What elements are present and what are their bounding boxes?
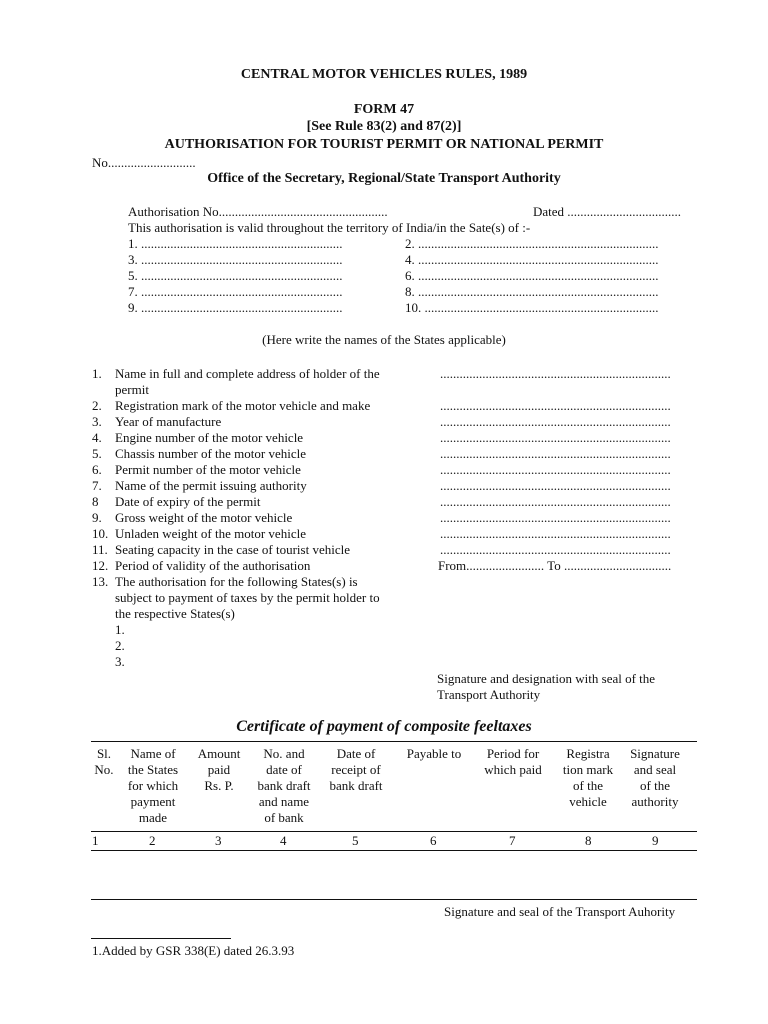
column-header — [88, 746, 120, 778]
header-line: authority — [631, 794, 679, 809]
item-number: 1. — [92, 366, 102, 381]
item-label: permit — [115, 382, 149, 397]
item-label: Year of manufacture — [115, 414, 222, 429]
states-note: (Here write the names of the States applicable) — [262, 332, 506, 347]
header-line: Sl. — [96, 746, 112, 761]
item-fill-line: ....................................................................... — [440, 494, 671, 509]
item-sub-number: 3. — [115, 654, 125, 669]
item-number: 5. — [92, 446, 102, 461]
header-line: No. — [94, 762, 114, 777]
item-label: Name in full and complete address of holder of the — [115, 366, 380, 381]
column-number: 3 — [215, 833, 222, 848]
item-number: 4. — [92, 430, 102, 445]
item-number: 9. — [92, 510, 102, 525]
item-label: the respective States(s) — [115, 606, 235, 621]
item-label: Permit number of the motor vehicle — [115, 462, 301, 477]
item-label: Unladen weight of the motor vehicle — [115, 526, 306, 541]
certificate-title: Certificate of payment of composite feeltaxes — [236, 718, 532, 735]
item-number: 6. — [92, 462, 102, 477]
item-fill-line: ....................................................................... — [440, 526, 671, 541]
item-number: 3. — [92, 414, 102, 429]
column-number: 8 — [585, 833, 592, 848]
header-line: Period for — [486, 746, 540, 761]
form-title: AUTHORISATION FOR TOURIST PERMIT OR NATIONAL PERMIT — [164, 137, 604, 152]
item-number: 10. — [92, 526, 109, 541]
state-line: 8. .......................................................................... — [405, 284, 659, 299]
footnote-rule — [91, 938, 231, 939]
state-line: 10. ........................................................................ — [405, 300, 659, 315]
signature-designation-line: Transport Authority — [437, 687, 541, 702]
table-bottom-rule — [91, 850, 697, 851]
office-title: Office of the Secretary, Regional/State Transport Authority — [207, 171, 561, 186]
header-line: Amount — [197, 746, 241, 761]
column-number: 6 — [430, 833, 437, 848]
item-label: Chassis number of the motor vehicle — [115, 446, 306, 461]
table-header-rule — [91, 831, 697, 832]
validity-text: This authorisation is valid throughout the territory of India/in the Sate(s) of :- — [128, 220, 531, 235]
period-fill-line: From........................ To ................................. — [438, 558, 672, 573]
state-line: 6. .......................................................................... — [405, 268, 659, 283]
state-line: 5. .............................................................. — [128, 268, 343, 283]
header-line: vehicle — [569, 794, 607, 809]
number-line: No........................... — [92, 155, 196, 170]
header-line: Payable to — [406, 746, 462, 761]
form-number: FORM 47 — [353, 102, 415, 117]
state-line: 2. .......................................................................... — [405, 236, 659, 251]
table-top-rule — [91, 741, 697, 742]
authorisation-number: Authorisation No.................................................... — [128, 204, 388, 219]
header-line: Name of — [130, 746, 176, 761]
footnote: 1.Added by GSR 338(E) dated 26.3.93 — [92, 943, 295, 958]
column-number: 9 — [652, 833, 659, 848]
item-label: The authorisation for the following States(s) is — [115, 574, 358, 589]
rules-title: CENTRAL MOTOR VEHICLES RULES, 1989 — [240, 67, 528, 82]
item-label: Name of the permit issuing authority — [115, 478, 307, 493]
header-line: of the — [573, 778, 603, 793]
item-number: 7. — [92, 478, 102, 493]
dated-field: Dated ................................... — [533, 204, 682, 219]
state-line: 7. .............................................................. — [128, 284, 343, 299]
transport-authority-signature: Signature and seal of the Transport Auhority — [444, 904, 676, 919]
column-header — [249, 746, 319, 826]
header-line: the States — [127, 762, 179, 777]
header-line: made — [138, 810, 168, 825]
item-label: subject to payment of taxes by the permit holder to — [115, 590, 380, 605]
column-header — [556, 746, 620, 810]
item-number: 11. — [92, 542, 108, 557]
column-header — [190, 746, 248, 794]
item-fill-line: ....................................................................... — [440, 462, 671, 477]
item-sub-number: 2. — [115, 638, 125, 653]
item-fill-line: ....................................................................... — [440, 430, 671, 445]
column-header — [476, 746, 550, 778]
item-label: Engine number of the motor vehicle — [115, 430, 304, 445]
item-label: Seating capacity in the case of tourist vehicle — [115, 542, 350, 557]
state-line: 9. .............................................................. — [128, 300, 343, 315]
state-line: 3. .............................................................. — [128, 252, 343, 267]
state-line: 1. .............................................................. — [128, 236, 343, 251]
header-line: paid — [207, 762, 231, 777]
header-line: payment — [130, 794, 176, 809]
header-line: and seal — [633, 762, 677, 777]
item-fill-line: ....................................................................... — [440, 398, 671, 413]
item-fill-line: ....................................................................... — [440, 366, 671, 381]
column-number: 7 — [509, 833, 516, 848]
signature-designation-line: Signature and designation with seal of the — [437, 671, 656, 686]
item-number: 2. — [92, 398, 102, 413]
item-number: 12. — [92, 558, 109, 573]
rule-reference: [See Rule 83(2) and 87(2)] — [306, 119, 462, 134]
column-header — [398, 746, 470, 762]
header-line: date of — [266, 762, 302, 777]
header-line: bank draft — [329, 778, 383, 793]
item-label: Registration mark of the motor vehicle and make — [115, 398, 371, 413]
column-header — [622, 746, 688, 810]
item-sub-number: 1. — [115, 622, 125, 637]
column-header — [118, 746, 188, 826]
item-fill-line: ....................................................................... — [440, 478, 671, 493]
state-line: 4. .......................................................................... — [405, 252, 659, 267]
header-line: for which — [127, 778, 179, 793]
column-number: 5 — [352, 833, 359, 848]
header-line: bank draft — [257, 778, 311, 793]
header-line: which paid — [484, 762, 542, 777]
header-line: tion mark — [562, 762, 614, 777]
header-line: of the — [640, 778, 670, 793]
header-line: receipt of — [331, 762, 381, 777]
header-line: Registra — [566, 746, 610, 761]
header-line: No. and — [263, 746, 305, 761]
header-line: of bank — [264, 810, 304, 825]
item-number: 8 — [92, 494, 99, 509]
column-number: 2 — [149, 833, 156, 848]
item-fill-line: ....................................................................... — [440, 446, 671, 461]
item-label: Date of expiry of the permit — [115, 494, 261, 509]
header-line: Signature — [630, 746, 680, 761]
item-number: 13. — [92, 574, 109, 589]
item-fill-line: ....................................................................... — [440, 542, 671, 557]
column-number: 4 — [280, 833, 287, 848]
signature-rule — [91, 899, 697, 900]
item-label: Gross weight of the motor vehicle — [115, 510, 293, 525]
item-fill-line: ....................................................................... — [440, 510, 671, 525]
header-line: and name — [258, 794, 310, 809]
item-label: Period of validity of the authorisation — [115, 558, 311, 573]
item-fill-line: ....................................................................... — [440, 414, 671, 429]
header-line: Date of — [336, 746, 376, 761]
column-number: 1 — [92, 833, 99, 848]
column-header — [321, 746, 391, 794]
header-line: Rs. P. — [204, 778, 234, 793]
